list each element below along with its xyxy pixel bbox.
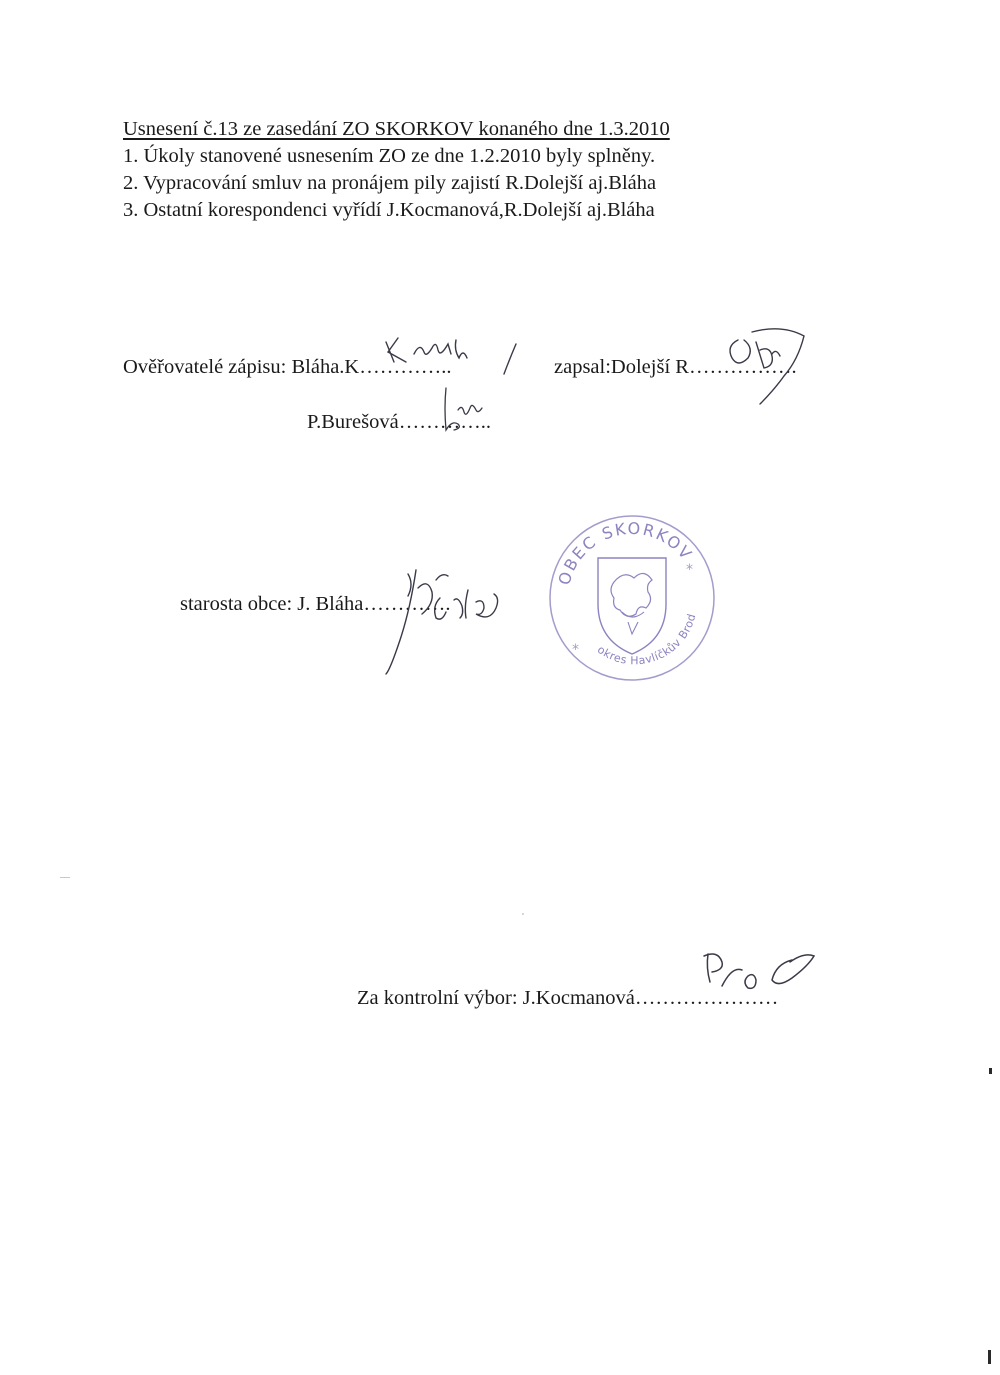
scan-edge-mark-2 bbox=[988, 1350, 991, 1364]
signature-blaha-k bbox=[380, 332, 530, 384]
scan-speck-2 bbox=[60, 877, 70, 878]
coat-of-arms-icon bbox=[598, 558, 666, 654]
municipal-stamp bbox=[546, 512, 718, 684]
control-dots: ………………… bbox=[634, 987, 779, 1009]
mayor-dots: …………. bbox=[363, 593, 451, 615]
resolution-item-2: 2. Vypracování smluv na pronájem pily zajistí R.Dolejší aj.Bláha bbox=[123, 172, 657, 194]
stamp-bottom-text: okres Havlíčkův Brod bbox=[594, 612, 699, 668]
verifiers-dots-1: ………….. bbox=[359, 356, 452, 378]
scan-edge-mark bbox=[989, 1068, 992, 1074]
signature-dolejsi bbox=[722, 326, 822, 406]
scan-speck bbox=[522, 913, 524, 915]
signature-kocmanova bbox=[700, 946, 830, 1000]
second-verifier-label: P.Burešová bbox=[307, 411, 399, 433]
mayor-label: starosta obce: J. Bláha bbox=[180, 593, 364, 615]
signature-mayor bbox=[376, 540, 516, 680]
svg-text:*: * bbox=[686, 562, 693, 578]
stamp-top-text: OBEC SKORKOV bbox=[554, 518, 697, 588]
second-verifier-dots: ………….. bbox=[398, 411, 491, 433]
signature-buresova bbox=[436, 384, 496, 434]
resolution-item-3: 3. Ostatní korespondenci vyřídí J.Kocmanová,R.Dolejší aj.Bláha bbox=[123, 199, 655, 221]
recorder-dots: ……………. bbox=[688, 356, 797, 378]
control-label: Za kontrolní výbor: J.Kocmanová bbox=[357, 987, 635, 1009]
recorder-label: zapsal:Dolejší R bbox=[554, 356, 689, 378]
resolution-title: Usnesení č.13 ze zasedání ZO SKORKOV konaného dne 1.3.2010 bbox=[123, 118, 670, 140]
resolution-item-1: 1. Úkoly stanovené usnesením ZO ze dne 1.2.2010 byly splněny. bbox=[123, 145, 656, 167]
svg-text:*: * bbox=[572, 642, 579, 658]
verifiers-label: Ověřovatelé zápisu: Bláha.K bbox=[123, 356, 360, 378]
